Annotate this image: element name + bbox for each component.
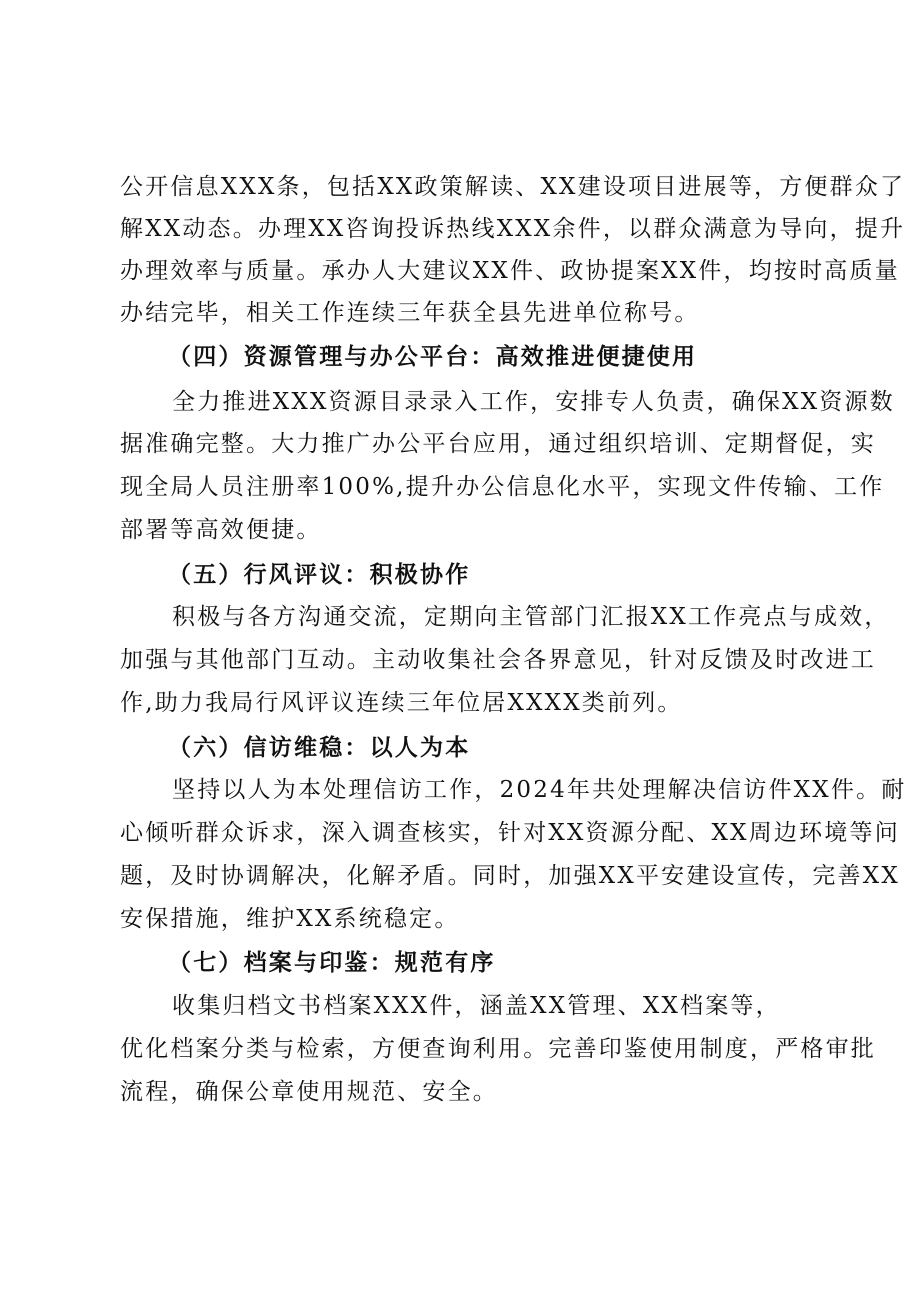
paragraph-line: 坚持以人为本处理信访工作，2024年共处理解决信访件XX件。耐 bbox=[172, 777, 907, 803]
paragraph-line: 安保措施，维护XX系统稳定。 bbox=[120, 906, 460, 932]
section-heading-4: （四）资源管理与办公平台：高效推进便捷使用 bbox=[168, 343, 698, 370]
paragraph-line: 流程，确保公章使用规范、安全。 bbox=[120, 1079, 498, 1105]
paragraph-line: 作,助力我局行风评议连续三年位居XXXX类前列。 bbox=[120, 690, 683, 716]
section-heading-6: （六）信访维稳：以人为本 bbox=[168, 734, 471, 761]
paragraph-line: 公开信息XXX条，包括XX政策解读、XX建设项目进展等，方便群众了 bbox=[120, 174, 906, 200]
section-heading-7: （七）档案与印鉴：规范有序 bbox=[168, 949, 496, 976]
paragraph-line: 积极与各方沟通交流，定期向主管部门汇报XX工作亮点与成效， bbox=[172, 604, 890, 630]
paragraph-line: 办结完毕，相关工作连续三年获全县先进单位称号。 bbox=[120, 300, 700, 326]
paragraph-line: 心倾听群众诉求，深入调查核实，针对XX资源分配、XX周边环境等问 bbox=[120, 820, 900, 846]
paragraph-line: 据准确完整。大力推广办公平台应用，通过组织培训、定期督促，实 bbox=[120, 431, 876, 457]
paragraph-line: 优化档案分类与检索，方便查询利用。完善印鉴使用制度，严格审批 bbox=[120, 1036, 876, 1062]
paragraph-line: 全力推进XXX资源目录录入工作，安排专人负责，确保XX资源数 bbox=[172, 389, 895, 415]
paragraph-line: 加强与其他部门互动。主动收集社会各界意见，针对反馈及时改进工 bbox=[120, 647, 876, 673]
paragraph-line: 收集归档文书档案XXX件，涵盖XX管理、XX档案等， bbox=[172, 993, 781, 1019]
paragraph-line: 现全局人员注册率100%,提升办公信息化水平，实现文件传输、工作 bbox=[120, 474, 885, 500]
paragraph-line: 题，及时协调解决，化解矛盾。同时，加强XX平安建设宣传，完善XX bbox=[120, 863, 900, 889]
paragraph-line: 部署等高效便捷。 bbox=[120, 517, 322, 543]
section-heading-5: （五）行风评议：积极协作 bbox=[168, 561, 471, 588]
paragraph-line: 解XX动态。办理XX咨询投诉热线XXX余件，以群众满意为导向，提升 bbox=[120, 216, 906, 242]
paragraph-line: 办理效率与质量。承办人大建议XX件、政协提案XX件，均按时高质量 bbox=[120, 258, 900, 284]
